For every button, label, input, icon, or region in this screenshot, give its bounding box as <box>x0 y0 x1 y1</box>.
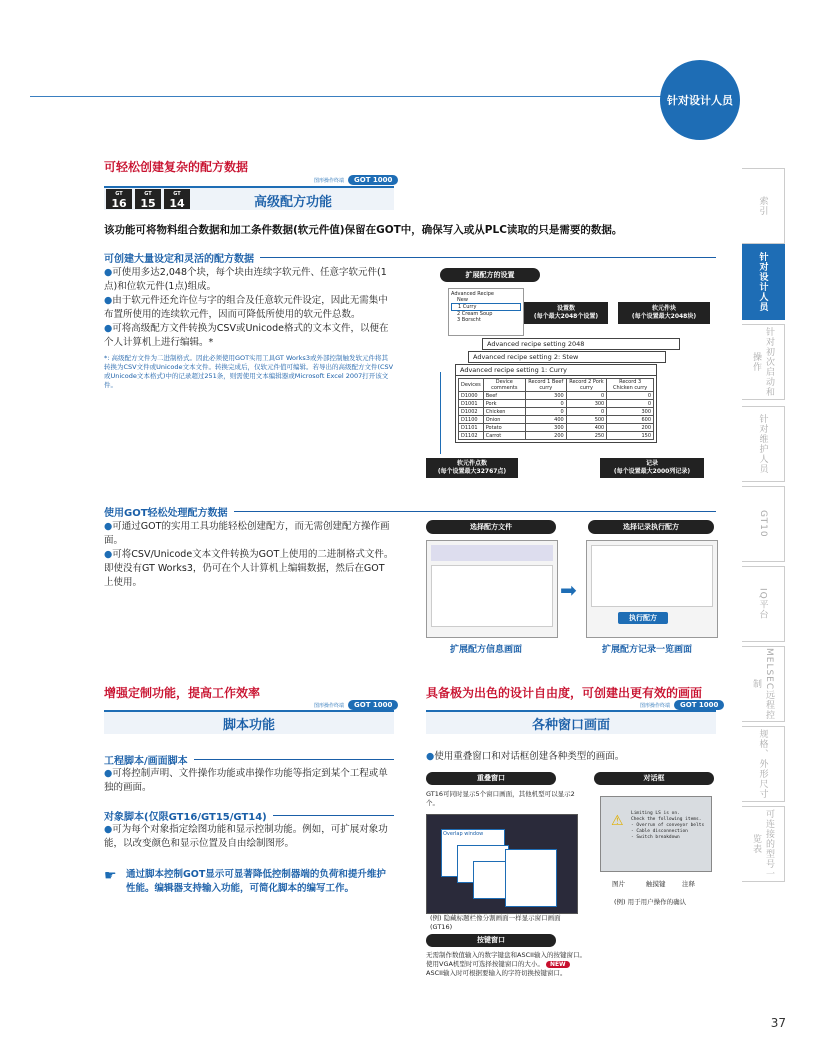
table-cell: D1102 <box>459 432 484 440</box>
side-tab[interactable]: MELSEC远程控制 <box>742 646 785 722</box>
table-cell: 0 <box>525 408 566 416</box>
pill-select-file: 选择配方文件 <box>426 520 556 534</box>
overlap-caption: (例) 隐藏标题栏像分割画面一样显示窗口画面 (GT16) <box>430 914 561 931</box>
sub-heading-object-script: 对象脚本(仅限GT16/GT15/GT14) <box>104 808 394 823</box>
table-cell: 0 <box>607 392 654 400</box>
sub-heading-got-recipe: 使用GOT轻松处理配方数据 <box>104 504 716 519</box>
side-tab[interactable]: 针对初次启动和操作 <box>742 324 785 400</box>
got-badge-row <box>314 175 398 185</box>
table-cell: 300 <box>525 424 566 432</box>
bullet-item: ●可将高级配方文件转换为CSV或Unicode格式的文本文件，以便在个人计算机上进行编辑。* <box>104 323 389 348</box>
table-cell: 300 <box>566 400 607 408</box>
table-cell: 400 <box>566 424 607 432</box>
table-cell: Onion <box>483 416 525 424</box>
table-cell: 300 <box>525 392 566 400</box>
table-cell: D1000 <box>459 392 484 400</box>
warning-icon: ⚠ <box>611 813 624 829</box>
overlap-text: GT16可同时显示5个窗口画面，其他机型可以显示2个。 <box>426 790 575 807</box>
new-badge: NEW <box>546 961 570 968</box>
dialog-message: Limiting LS is on. Check the following items. - Overrun of conveyor belts - Cable disconnection - Switch breakdown <box>631 811 705 840</box>
table-cell: 0 <box>607 400 654 408</box>
side-tab[interactable]: 索引 <box>742 168 785 244</box>
table-cell: Beef <box>483 392 525 400</box>
got-badge-row: 图形操作终端 GOT 1000 <box>640 700 724 710</box>
recipe-info-screen <box>426 540 558 638</box>
pill-select-record: 选择记录执行配方 <box>588 520 714 534</box>
table-cell: 200 <box>525 432 566 440</box>
table-cell: 300 <box>607 408 654 416</box>
table-row <box>459 424 654 432</box>
pill-dialog: 对话框 <box>594 772 714 785</box>
bullet-item: ●使用重叠窗口和对话框创建各种类型的画面。 <box>426 751 625 762</box>
side-tab[interactable]: IQ平台 <box>742 566 785 642</box>
header-rule <box>30 96 670 97</box>
gt16-chip: GT 16 <box>106 189 132 209</box>
recipe-table <box>458 378 654 440</box>
table-cell: 0 <box>525 400 566 408</box>
table-row <box>459 392 654 400</box>
got-small-label: 图形操作终端 <box>314 177 345 184</box>
side-tab[interactable]: GT10 <box>742 486 785 562</box>
table-row <box>459 416 654 424</box>
got-badge: GOT 1000 <box>348 175 398 185</box>
gt15-chip: GT 15 <box>135 189 161 209</box>
callout-device-blocks: 软元件块 (每个设置最大2048块) <box>618 302 710 324</box>
gt-chips <box>106 189 190 209</box>
table-cell: Potato <box>483 424 525 432</box>
table-cell: D1100 <box>459 416 484 424</box>
table-cell: Chicken <box>483 408 525 416</box>
key-text: 无需制作数值输入的数字键盘和ASCII输入的按键窗口。 使用VGA机型时可选择按键窗口的大小。 NEW ASCII输入时可根据要输入的字符切换按键窗口。 <box>426 951 586 977</box>
bullet-item: ●可通过GOT的实用工具功能轻松创建配方，而无需创建配方操作画面。 <box>104 521 390 546</box>
caption-info-screen: 扩展配方信息画面 <box>450 645 523 655</box>
table-cell: D1001 <box>459 400 484 408</box>
table-cell: 250 <box>566 432 607 440</box>
pill-key-window: 按键窗口 <box>426 934 556 947</box>
section3-title: 增强定制功能，提高工作效率 <box>104 686 261 700</box>
tree-item: New <box>457 297 468 303</box>
recipe-tab-1: Advanced recipe setting 1: Curry <box>456 365 656 376</box>
table-cell: 0 <box>566 392 607 400</box>
section1-lead: 该功能可将物料组合数据和加工条件数据(软元件值)保留在GOT中，确保写入或从PLC读取的只是需要的数据。 <box>104 224 623 236</box>
tree-item: 1 Curry <box>451 303 521 311</box>
windows-box-title: 各种窗口画面 <box>426 710 716 734</box>
table-cell: D1101 <box>459 424 484 432</box>
script-tip: 通过脚本控制GOT显示可显著降低控制器端的负荷和提升维护性能。编辑器支持输入功能，可简化脚本的编写工作。 <box>126 869 386 894</box>
side-tab[interactable]: 针对设计人员 <box>742 244 785 320</box>
recipe-tab-2: Advanced recipe setting 2: Stew <box>468 351 666 363</box>
advanced-recipe-box <box>104 186 394 210</box>
table-cell: 0 <box>566 408 607 416</box>
callout-records: 记录 (每个设置最大2000列记录) <box>600 458 704 478</box>
pointing-hand-icon: ☛ <box>104 868 117 884</box>
arrow-right-icon: ➡ <box>560 578 577 602</box>
table-cell: Carrot <box>483 432 525 440</box>
bullet-item: ●由于软元件还允许位与字的组合及任意软元件设定，因此无需集中布置所使用的连续软元件，因而可降低所使用的软元件总数。 <box>104 295 388 320</box>
got-badge-row: 图形操作终端 GOT 1000 <box>314 700 398 710</box>
caption-record-screen: 扩展配方记录一览画面 <box>602 645 693 655</box>
table-header-cell: Device comments <box>483 379 525 392</box>
section1-title: 可轻松创建复杂的配方数据 <box>104 160 249 174</box>
section4-title: 具备极为出色的设计自由度，可创建出更有效的画面 <box>426 686 703 700</box>
table-row <box>459 408 654 416</box>
pill-overlap-window: 重叠窗口 <box>426 772 556 785</box>
table-cell: Pork <box>483 400 525 408</box>
table-row <box>459 400 654 408</box>
table-cell: 200 <box>607 424 654 432</box>
callout-device-points: 软元件点数 (每个设置最大32767点) <box>426 458 518 478</box>
gt14-chip: GT 14 <box>164 189 190 209</box>
page-number: 37 <box>770 1016 786 1030</box>
recipe-table-panel <box>455 364 657 443</box>
side-tab[interactable]: 针对维护人员 <box>742 406 785 482</box>
bullet-item: ●可使用多达2,048个块，每个块由连续字软元件、任意字软元件(1点)和位软元件(1点)组成。 <box>104 267 387 292</box>
section1-bullets <box>104 266 394 390</box>
recipe-tree <box>448 288 524 336</box>
footnote: *: 高级配方文件为二进制格式。因此必须使用GOT实用工具GT Works3或外部控制触发软元件将其转换为CSV文件或Unicode文本文件。转换完成后，仅软元件值可编辑。若导出的高级配方文件(CSV或Unicode文本格式)中的记录超过251条，则需使用文本编辑器或Microsoft Excel 2007打开该文件。 <box>104 354 394 389</box>
table-header-cell: Record 2 Pork curry <box>566 379 607 392</box>
tree-item: 3 Borscht <box>457 317 481 323</box>
diagram-title-pill: 扩展配方的设置 <box>440 268 540 282</box>
sub-heading-project-script: 工程脚本/画面脚本 <box>104 752 394 767</box>
table-cell: 400 <box>525 416 566 424</box>
advanced-recipe-title: 高级配方功能 <box>254 195 333 210</box>
overlap-window-screen <box>426 814 578 914</box>
execute-recipe-label: 执行配方 <box>618 612 668 624</box>
table-cell: 600 <box>607 416 654 424</box>
table-row <box>459 432 654 440</box>
dialog-label-image: 图片 <box>612 880 625 888</box>
tree-item: 2 Cream Soup <box>457 311 493 317</box>
bullet-item: ●可将CSV/Unicode文本文件转换为GOT上使用的二进制格式文件。即使没有GT Works3，仍可在个人计算机上编辑数据，然后在GOT上使用。 <box>104 549 394 588</box>
dialog-caption: (例) 用于用户操作的确认 <box>614 898 687 906</box>
bullet-item: ●可为每个对象指定绘图功能和显示控制功能。例如，可扩展对象功能，以改变颜色和显示位置及自由绘制图形。 <box>104 824 388 849</box>
script-box-title: 脚本功能 <box>104 710 394 734</box>
callout-settings: 设置数 (每个最大2048个设置) <box>524 302 608 324</box>
tree-item: Advanced Recipe <box>451 291 495 297</box>
overlap-window-label: Overlap window <box>441 829 505 877</box>
audience-badge: 针对设计人员 <box>660 60 740 140</box>
dialog-screen <box>600 796 712 872</box>
sub-heading-recipe-data: 可创建大量设定和灵活的配方数据 <box>104 250 716 265</box>
section2-bullets <box>104 520 394 590</box>
table-header-cell: Record 3 Chicken curry <box>607 379 654 392</box>
table-header-cell: Record 1 Beef curry <box>525 379 566 392</box>
table-cell: 150 <box>607 432 654 440</box>
recipe-tab-2048: Advanced recipe setting 2048 <box>482 338 680 350</box>
table-cell: 500 <box>566 416 607 424</box>
table-cell: D1002 <box>459 408 484 416</box>
bullet-item: ●可将控制声明、文件操作功能或串操作功能等指定到某个工程或单独的画面。 <box>104 768 388 793</box>
connector-line <box>440 372 441 454</box>
table-header-cell: Devices <box>459 379 484 392</box>
side-tab[interactable]: 可连接的型号一览表 <box>742 806 785 882</box>
dialog-label-comment: 注释 <box>682 880 695 888</box>
dialog-label-touchkey: 触摸键 <box>646 880 666 888</box>
side-tab[interactable]: 规格、外形尺寸 <box>742 726 785 802</box>
